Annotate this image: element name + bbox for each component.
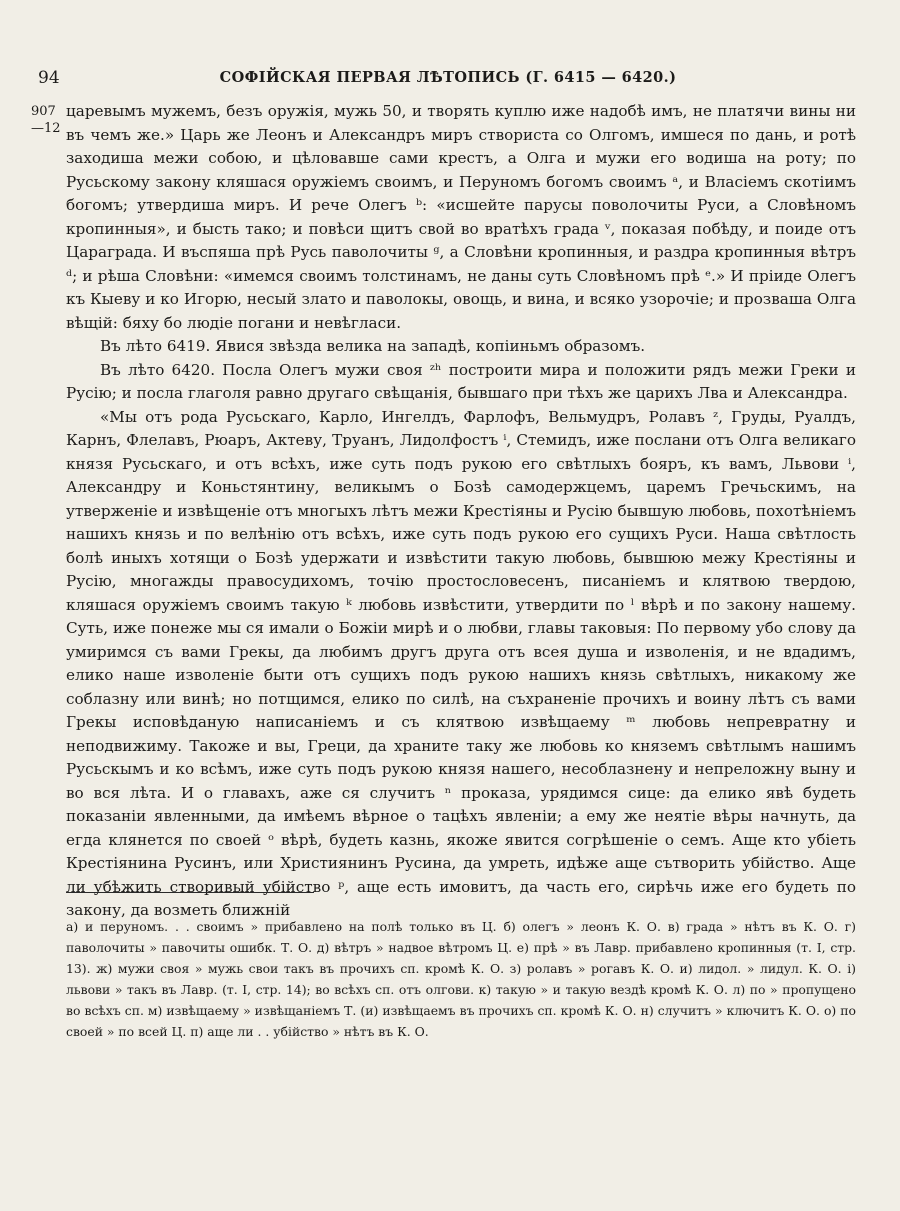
- footnotes: [66, 916, 856, 1042]
- paragraph: «Мы отъ рода Русьскаго, Карло, Ингелдъ, Фарлофъ, Вельмудръ, Ролавъ ᶻ, Груды, Руалдъ, Карнъ, Флелавъ, Рюаръ, Актеву, Труанъ, Лидолфостъ ⁱ, Стемидъ, иже послани отъ Олга великаго князя Русьскаго, и отъ всѣхъ, иже суть подъ рукою его свѣтлыхъ бояръ, къ вамъ, Львови ⁱ, Александру и Коньстянтину, великымъ о Бозѣ самодержцемъ, царемъ Гречьскимъ, на утверженіе и извѣщеніе отъ многыхъ лѣтъ межи Крестіяны и Русію бывшую любовь, похотѣніемъ нашихъ князь и по велѣнію отъ всѣхъ, иже суть подъ рукою его сущихъ Руси. Наша свѣтлость болѣ иныхъ хотящи о Бозѣ удержати и извѣстити такую любовь, бывшюю межу Крестіяны и Русію, многажды правосудихомъ, точію простословесенъ, писаніемъ и клятвою твердою, кляшася оружіемъ своимъ такую ᵏ любовь извѣстити, утвердити по ˡ вѣрѣ и по закону нашему. Суть, иже понеже мы ся имали о Божіи мирѣ и о любви, главы таковыя: По первому убо слову да умиримся съ вами Грекы, да любимъ другъ друга отъ всея душа и изволенія, и не вдадимъ, елико наше изволеніе быти отъ сущихъ подъ рукою нашихъ князь свѣтлыхъ, никакому же соблазну или винѣ; но потщимся, елико по силѣ, на съхраненіе прочихъ и воину лѣтъ съ вами Грекы исповѣданую написаніемъ и съ клятвою извѣщаему ᵐ любовь непревратну и неподвижиму. Такоже и вы, Греци, да храните таку же любовь ко княземъ свѣтлымъ нашимъ Русьскымъ и ко всѣмъ, иже суть подъ рукою князя нашего, несоблазнену и непреложну выну и во вся лѣта. И о главахъ, аже ся случитъ ⁿ проказа, урядимся сице: да елико явѣ будеть показаніи явленными, да имѣемъ вѣрное о тацѣхъ явленіи; а ему же неятіе вѣры начнуть, да егда клянется по своей ᵒ вѣрѣ, будеть казнь, якоже явится согрѣшеніе о семъ. Аще кто убіеть Крестіянина Русинъ, или Християнинъ Русина, да умреть, идѣже аще сътворить убійство. Аще ли убѣжить створивый убійство ᵖ, аще есть имовитъ, да часть его, сирѣчь иже его будеть по закону, да возметь ближній: [66, 407, 856, 919]
- chronicle-text: [66, 100, 856, 923]
- paragraph: Въ лѣто 6419. Явися звѣзда велика на западѣ, копіиньмъ образомъ.: [100, 337, 646, 355]
- page-number: 94: [38, 68, 60, 88]
- paragraph: царевымъ мужемъ, безъ оружія, мужь 50, и творять куплю иже надобѣ имъ, не платячи вины ни въ чемъ же.» Царь же Леонъ и Александръ миръ створиста со Олгомъ, имшеся по дань, и ротѣ заходиша межи собою, и цѣловавше сами крестъ, а Олга и мужи его водиша на роту; по Русьскому закону кляшася оружіемъ своимъ, и Перуномъ богомъ своимъ ᵃ, и Власіемъ скотіимъ богомъ; утвердиша миръ. И рече Олегъ ᵇ: «исшейте парусы поволочиты Руси, а Словѣномъ кропинныя», и бысть тако; и повѣси щитъ свой во вратѣхъ града ᵛ, показая побѣду, и поиде отъ Цараграда. И въспяша прѣ Русь паволочиты ᵍ, а Словѣни кропинныя, и раздра кропинныя вѣтръ ᵈ; и рѣша Словѣни: «имемся своимъ толстинамъ, не даны суть Словѣномъ прѣ ᵉ.» И пріиде Олегъ къ Кыеву и ко Игорю, несый злато и паволокы, овощь, и вина, и всяко узорочіе; и прозваша Олга вѣщій: бяху бо людіе погани и невѣгласи.: [66, 102, 856, 332]
- footnote-divider: [66, 892, 314, 893]
- running-title: СОФІЙСКАЯ ПЕРВАЯ ЛѢТОПИСЬ (Г. 6415 — 6420.): [219, 69, 677, 86]
- footnote-text: а) и перуномъ. . . своимъ » прибавлено на полѣ только въ Ц. б) олегъ » леонъ К. О. в) града » нѣтъ въ К. О. г) паволочиты » павочиты ошибк. Т. О. д) вѣтръ » надвое вѣтромъ Ц. е) прѣ » въ Лавр. прибавлено кропинныя (т. I, стр. 13). ж) мужи своя » мужь свои такъ въ прочихъ сп. кромѣ К. О. з) ролавъ » рогавъ К. О. и) лидол. » лидул. К. О. і) львови » такъ въ Лавр. (т. I, стр. 14); во всѣхъ сп. отъ олгови. к) такую » и такую вездѣ кромѣ К. О. л) по » пропущено во всѣхъ сп. м) извѣщаему » извѣщаніемъ Т. (и) извѣщаемъ въ прочихъ сп. кромѣ К. О. н) случитъ » ключитъ К. О. о) по своей » по всей Ц. п) аще ли . . убійство » нѣтъ въ К. О.: [66, 919, 856, 1039]
- page-header: [38, 68, 858, 92]
- paragraph: Въ лѣто 6420. Посла Олегъ мужи своя ᶻʰ построити мира и положити рядъ межи Греки и Русію; и посла глаголя равно другаго свѣщанія, бывшаго при тѣхъ же царихъ Лва и Александра.: [66, 360, 856, 402]
- margin-year-range: 907 —12: [31, 104, 61, 136]
